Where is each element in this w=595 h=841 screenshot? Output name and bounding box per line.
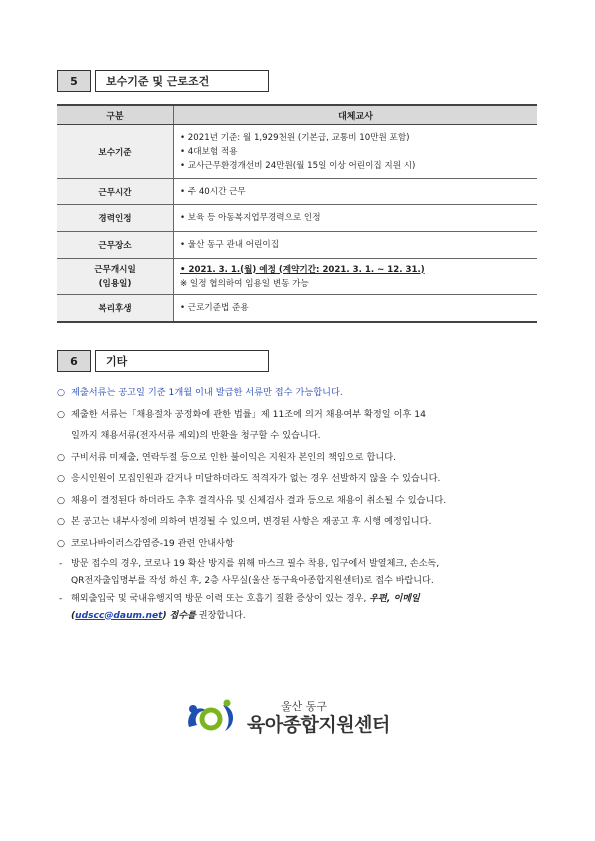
row-label-hours: 근무시간 [57,179,174,205]
table-row [57,232,537,259]
dash-bullet: - [59,594,63,604]
row-label-location: 근무장소 [57,232,174,259]
row-value-welfare: • 근로기준법 준용 [174,295,538,322]
pay-item: • 2021년 기준: 월 1,929천원 (기본급, 교통비 10만원 포함) [180,132,410,143]
section6-heading [57,350,269,372]
section6-number: 6 [57,350,91,372]
email-link[interactable]: udscc@daum.net [75,610,163,621]
start-date-label-line2: (임용일) [98,278,132,289]
header-category: 구분 [57,105,174,125]
section5-title: 보수기준 및 근로조건 [95,70,269,92]
overseas-line1: 해외출입국 및 국내유행지역 방문 이력 또는 호흡기 질환 증상이 있는 경우, [71,594,367,604]
visit-text [71,556,439,589]
recommend-text: 권장합니다. [198,610,246,621]
etc-list [57,382,541,624]
row-label-start-date [57,259,174,295]
item-text: 구비서류 미제출, 연락두절 등으로 인한 불이익은 지원자 본인의 책임으로 합니다. [71,451,397,463]
start-date-main: • 2021. 3. 1.(월) 예정 (계약기간: 2021. 3. 1. ~ 12. 31.) [180,264,425,275]
pay-item: • 교사근무환경개선비 24만원(월 15일 이상 어린이집 지원 시) [180,160,416,171]
covid-note-visit [57,556,541,589]
circle-bullet-icon: ○ [57,537,66,549]
table-row [57,179,537,205]
row-value-career: • 보육 등 아동복지업무경력으로 인정 [174,205,538,232]
pay-item: • 4대보험 적용 [180,146,238,157]
section5-number: 5 [57,70,91,92]
item-text: 응시인원이 모집인원과 같거나 미달하더라도 적격자가 없는 경우 선발하지 않을 수 있습니다. [71,473,441,484]
logo-subtitle: 울산 동구 [281,699,328,713]
row-value-pay [174,125,538,179]
item-text: 본 공고는 내부사정에 의하여 변경될 수 있으며, 변경된 사항은 재공고 후 시행 예정입니다. [71,516,432,527]
list-item [57,490,541,512]
item-text: 제출서류는 공고일 기준 1개월 이내 발급한 서류만 접수 가능합니다. [71,387,343,398]
item-text: 코로나바이러스감염증-19 관련 안내사항 [71,537,234,549]
section5-heading [57,70,269,92]
list-item [57,511,541,533]
visit-line1: 방문 접수의 경우, 코로나 19 확산 방지를 위해 마스크 필수 착용, 입구에서 발열체크, 손소독, [71,559,440,569]
center-logo [183,694,413,742]
row-label-pay: 보수기준 [57,125,174,179]
circle-bullet-icon: ○ [57,516,66,527]
row-label-career: 경력인정 [57,205,174,232]
center-logo-mark-icon [183,697,239,739]
list-item [57,404,541,426]
covid-note-overseas [57,591,541,624]
row-value-start-date [174,259,538,295]
section6-title: 기타 [95,350,269,372]
table-row [57,125,537,179]
circle-bullet-icon: ○ [57,387,66,398]
list-item-continuation: 일까지 채용서류(전자서류 제외)의 반환을 청구할 수 있습니다. [71,430,321,441]
header-substitute-teacher: 대체교사 [174,105,538,125]
start-date-label-line1: 근무개시일 [94,264,136,275]
item-text: 제출한 서류는「채용절차 공정화에 관한 법률」제 11조에 의거 채용여부 확정일 이후 14 [71,408,426,420]
circle-bullet-icon: ○ [57,451,66,463]
email-paren-open: ( [71,610,76,621]
list-item [57,533,541,555]
logo-text [247,700,390,737]
table-row [57,205,537,232]
row-value-location: • 울산 동구 관내 어린이집 [174,232,538,259]
conditions-table [57,104,537,323]
visit-line2: QR전자출입명부를 작성 하신 후, 2층 사무실(울산 동구육아종합지원센터)로 접수 바랍니다. [71,575,434,586]
circle-bullet-icon: ○ [57,408,66,420]
start-date-note: ※ 일정 협의하여 임용일 변동 가능 [180,278,309,289]
logo-title: 육아종합지원센터 [247,713,390,736]
circle-bullet-icon: ○ [57,494,66,506]
table-row [57,295,537,322]
table-row [57,259,537,295]
table-header-row [57,105,537,125]
dash-bullet: - [59,559,63,569]
overseas-bold: 우편, 이메일 [369,594,420,604]
row-label-welfare: 복리후생 [57,295,174,322]
overseas-text [71,591,420,624]
list-item [57,468,541,490]
circle-bullet-icon: ○ [57,473,66,484]
list-item [57,382,541,404]
submit-bold: 접수를 [169,610,196,621]
list-item [57,447,541,469]
row-value-hours: • 주 40시간 근무 [174,179,538,205]
item-text: 채용이 결정된다 하더라도 추후 결격사유 및 신체검사 결과 등으로 채용이 취소될 수 있습니다. [71,494,447,506]
email-paren-close: ) [162,610,167,621]
